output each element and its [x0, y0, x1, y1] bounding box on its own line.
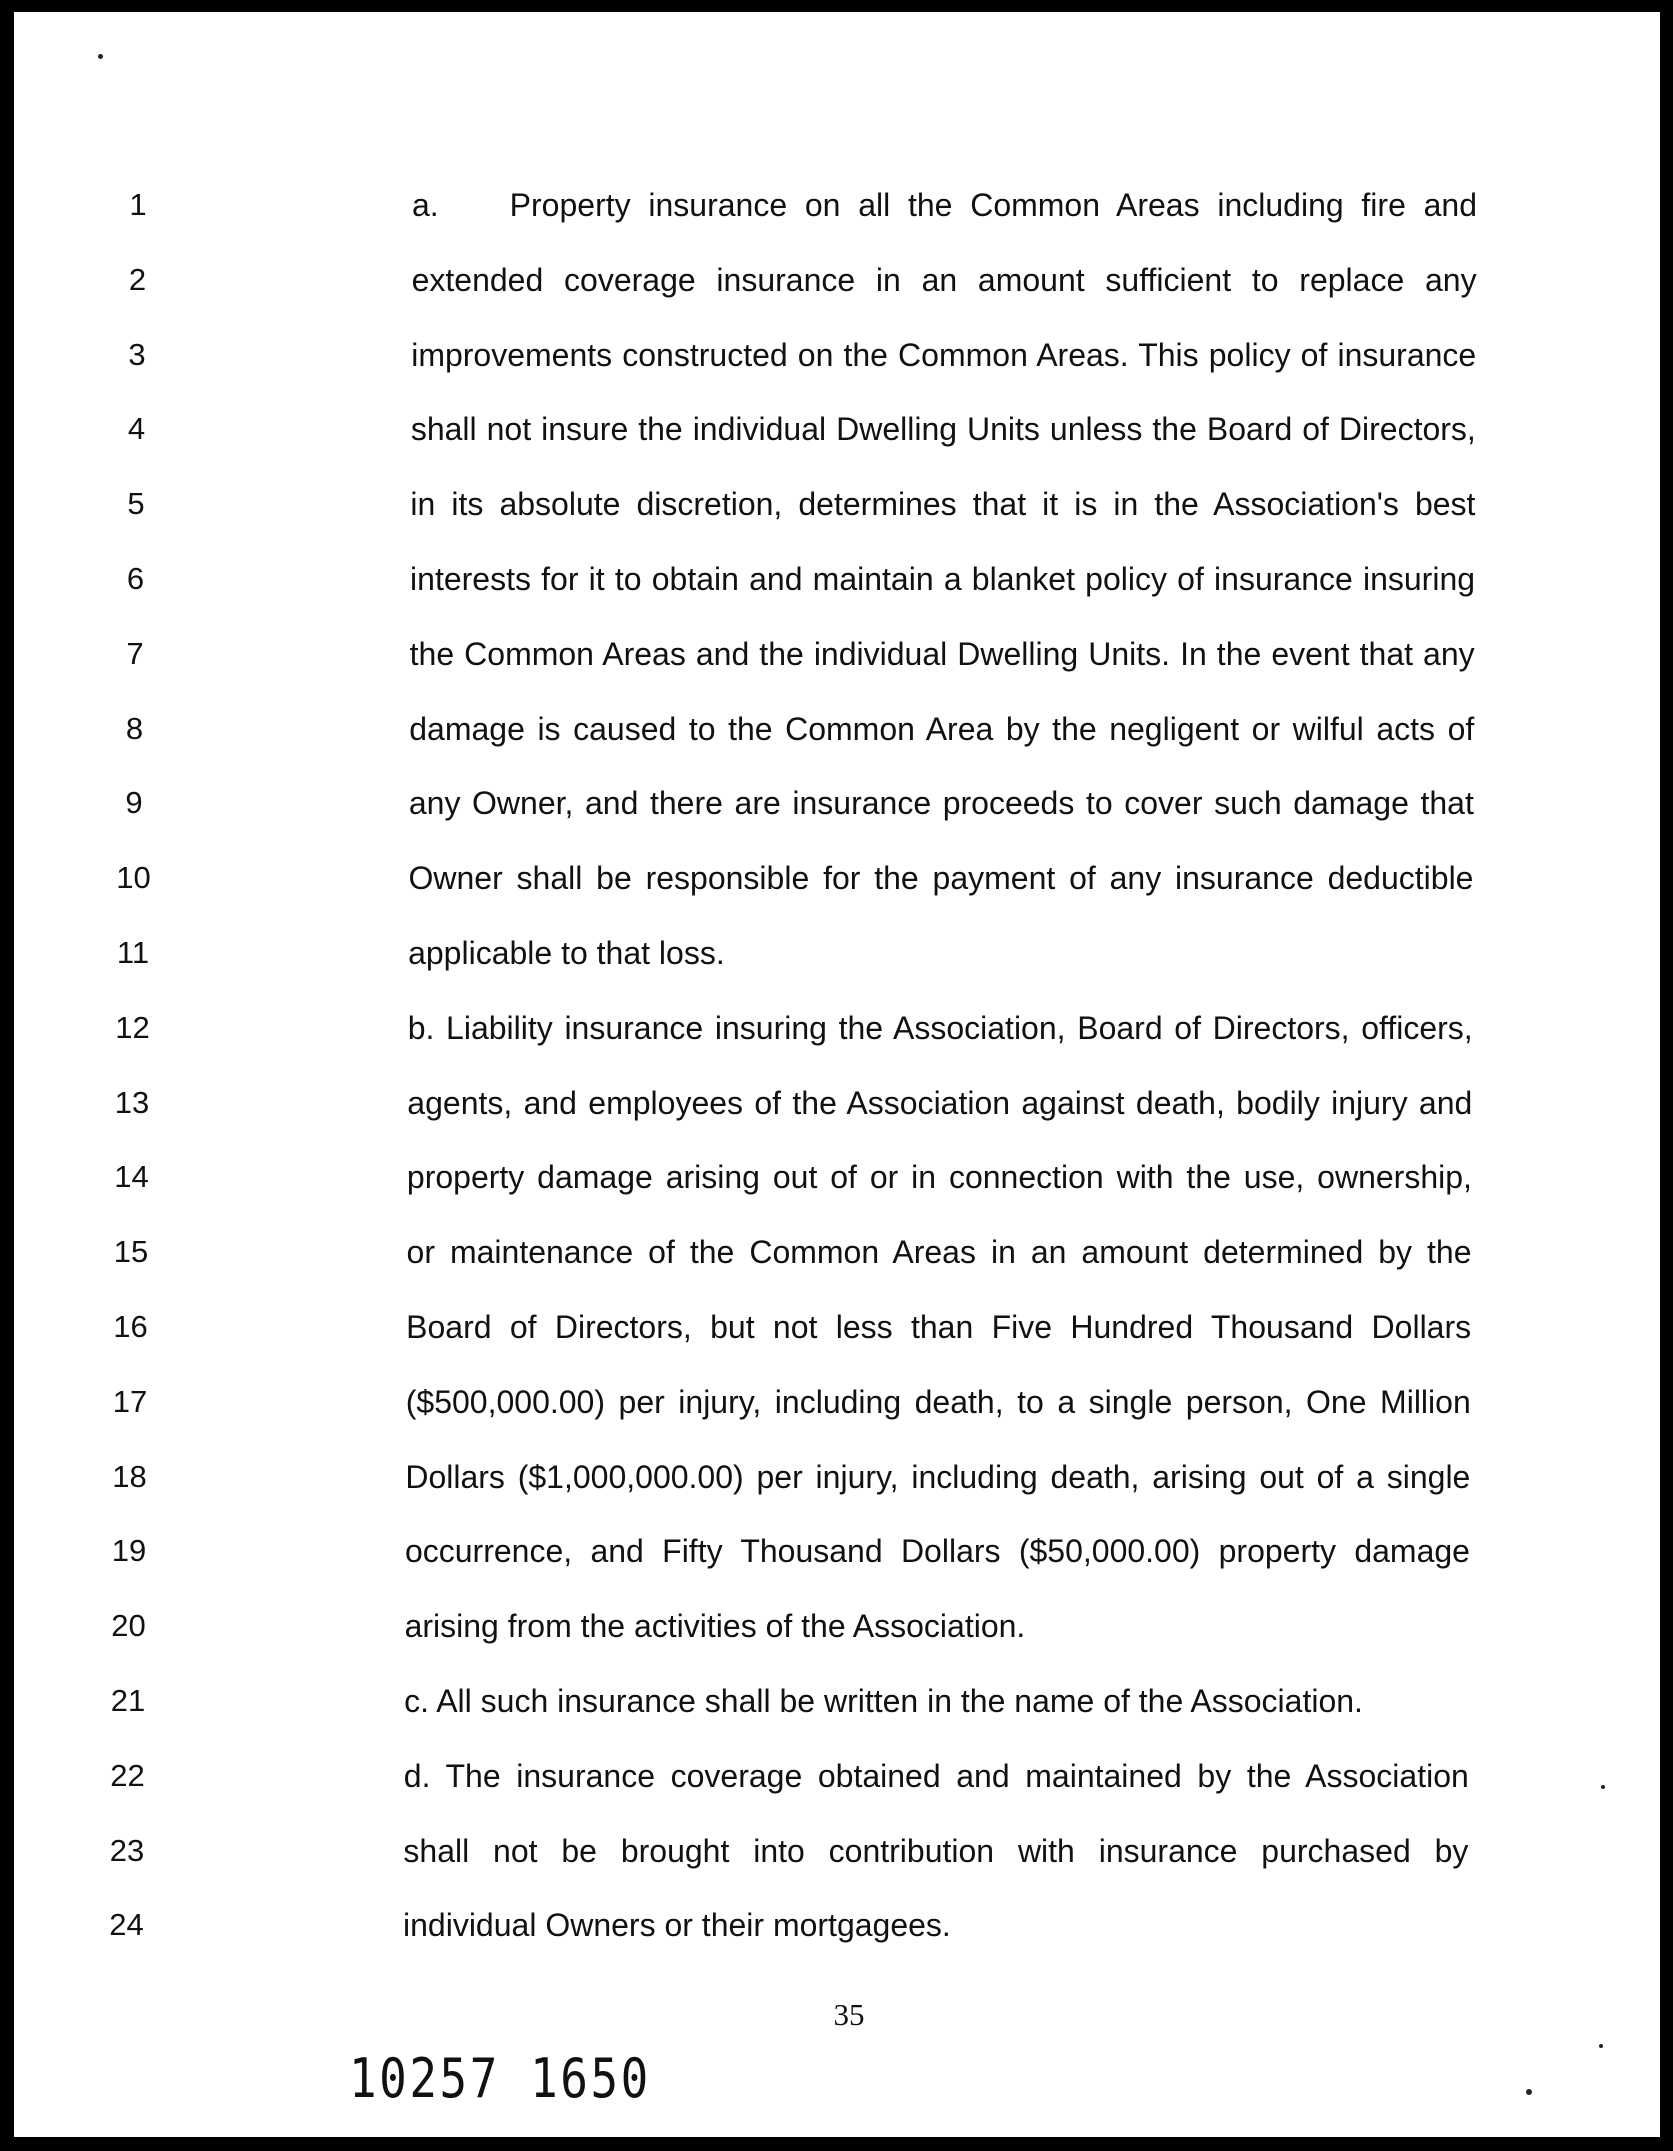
- line-number: 7: [126, 635, 144, 671]
- line-text: or maintenance of the Common Areas in an amount determined by the: [406, 1234, 1472, 1271]
- line-text: extended coverage insurance in an amount sufficient to replace any: [411, 261, 1477, 298]
- line-text: arising from the activities of the Association.: [404, 1608, 1026, 1645]
- document-line: [14, 1756, 1660, 1816]
- line-number: 5: [127, 486, 145, 522]
- document-page: [14, 12, 1660, 2137]
- line-text: agents, and employees of the Association against death, bodily injury and: [407, 1084, 1473, 1121]
- line-text: any Owner, and there are insurance proceeds to cover such damage that: [408, 785, 1474, 822]
- line-text: improvements constructed on the Common Areas. This policy of insurance: [411, 336, 1477, 373]
- line-number: 1: [129, 187, 147, 222]
- line-text: d. The insurance coverage obtained and maintained by the Association: [403, 1757, 1469, 1794]
- line-number: 23: [109, 1832, 145, 1868]
- document-stamp-number: 10257 1650: [349, 2047, 651, 2110]
- line-number: 18: [112, 1458, 147, 1494]
- document-line: [14, 1157, 1660, 1217]
- line-number: 16: [113, 1309, 148, 1344]
- line-number: 17: [112, 1383, 148, 1419]
- line-text: applicable to that loss.: [408, 935, 725, 971]
- line-number: 13: [114, 1084, 150, 1120]
- document-line: [14, 933, 1660, 993]
- line-text: property damage arising out of or in connection with the use, ownership,: [406, 1159, 1472, 1196]
- scan-speck: [98, 54, 103, 59]
- document-line: [14, 1307, 1660, 1367]
- document-line: [14, 709, 1660, 769]
- scan-speck: [1599, 2044, 1603, 2048]
- page-number: 35: [833, 1997, 865, 2032]
- document-line: [14, 783, 1660, 843]
- line-text: Board of Directors, but not less than Five Hundred Thousand Dollars: [406, 1309, 1472, 1345]
- line-text: occurrence, and Fifty Thousand Dollars ($50,000.00) property damage: [404, 1533, 1470, 1570]
- document-line: [14, 1681, 1660, 1741]
- line-number: 14: [114, 1159, 149, 1195]
- document-line: [14, 1083, 1660, 1143]
- document-line: [14, 559, 1660, 619]
- line-number: 2: [128, 261, 147, 297]
- line-text: a. Property insurance on all the Common Areas including fire and: [412, 187, 1477, 223]
- line-text: interests for it to obtain and maintain a blanket policy of insurance insuring: [410, 561, 1476, 597]
- document-line: [14, 1457, 1660, 1517]
- document-line: [14, 1531, 1660, 1591]
- document-line: [14, 484, 1660, 544]
- document-line: [14, 1831, 1660, 1891]
- line-number: 21: [110, 1683, 146, 1718]
- document-line: [14, 260, 1660, 320]
- line-number: 24: [109, 1907, 144, 1943]
- line-text: b. Liability insurance insuring the Association, Board of Directors, officers,: [407, 1009, 1473, 1046]
- document-line: [14, 1008, 1660, 1068]
- line-number: 3: [128, 336, 146, 372]
- document-line: [14, 1606, 1660, 1666]
- line-text: the Common Areas and the individual Dwelling Units. In the event that any: [409, 635, 1475, 672]
- document-line: [14, 858, 1660, 918]
- line-text: Owner shall be responsible for the payment of any insurance deductible: [408, 860, 1474, 897]
- line-text: shall not insure the individual Dwelling Units unless the Board of Directors,: [410, 411, 1476, 448]
- line-text: c. All such insurance shall be written in the name of the Association.: [404, 1683, 1363, 1719]
- line-number: 22: [110, 1757, 145, 1793]
- document-line: [14, 1905, 1660, 1965]
- line-number: 19: [111, 1533, 147, 1569]
- line-number: 4: [127, 411, 146, 447]
- line-number: 20: [111, 1608, 146, 1644]
- line-number: 11: [116, 935, 150, 970]
- line-text: in its absolute discretion, determines that it is in the Association's best: [410, 486, 1476, 523]
- line-number: 9: [125, 785, 143, 821]
- line-text: Dollars ($1,000,000.00) per injury, including death, arising out of a single: [405, 1458, 1471, 1495]
- document-line: [14, 409, 1660, 469]
- line-text: shall not be brought into contribution with insurance purchased by: [403, 1832, 1469, 1869]
- line-text: damage is caused to the Common Area by the negligent or wilful acts of: [409, 710, 1475, 747]
- document-line: [14, 335, 1660, 395]
- document-line: [14, 634, 1660, 694]
- document-line: [14, 185, 1660, 245]
- document-line: [14, 1382, 1660, 1442]
- line-number: 15: [113, 1234, 149, 1270]
- line-text: individual Owners or their mortgagees.: [403, 1907, 951, 1944]
- line-number: 6: [126, 561, 145, 596]
- scan-speck: [1526, 2089, 1532, 2095]
- document-line: [14, 1232, 1660, 1292]
- line-number: 8: [125, 710, 144, 746]
- line-number: 12: [115, 1009, 150, 1045]
- line-number: 10: [116, 860, 151, 896]
- line-text: ($500,000.00) per injury, including death, to a single person, One Million: [405, 1383, 1471, 1420]
